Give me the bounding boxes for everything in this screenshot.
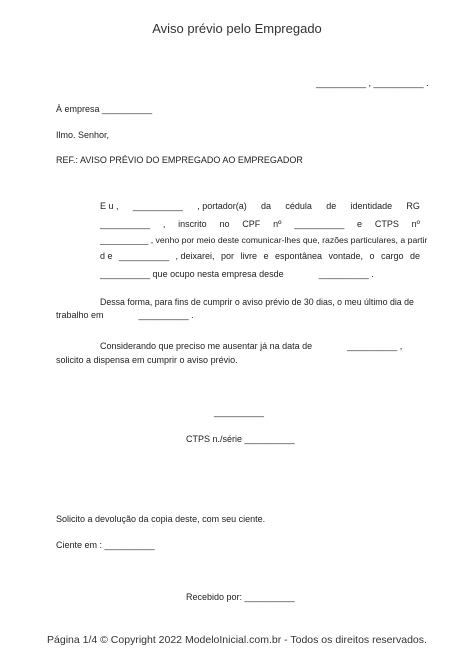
salutation: Ilmo. Senhor, <box>56 130 110 140</box>
acknowledged-on-line: Ciente em : __________ <box>56 540 155 550</box>
paragraph-3-line-1: Considerando que preciso me ausentar já na data de __________ , <box>100 341 403 351</box>
received-by-line: Recebido por: __________ <box>186 592 295 602</box>
reference-line: REF.: AVISO PRÉVIO DO EMPREGADO AO EMPREGADOR <box>56 155 303 165</box>
paragraph-3-line-2: solicito a dispensa em cumprir o aviso prévio. <box>56 355 238 365</box>
paragraph-1-line-3: __________ , venho por meio deste comunicar-lhes que, razões particulares, a partir <box>100 235 428 245</box>
company-line: À empresa __________ <box>56 104 153 114</box>
document-title: Aviso prévio pelo Empregado <box>152 21 322 36</box>
paragraph-2-line-1: Dessa forma, para fins de cumprir o aviso prévio de 30 dias, o meu último dia de <box>100 297 414 307</box>
paragraph-1-line-4: d e __________ , deixarei, por livre e espontânea vontade, o cargo de <box>100 251 420 261</box>
page-footer: Página 1/4 © Copyright 2022 ModeloInicial.com.br - Todos os direitos reservados. <box>47 634 427 646</box>
return-request: Solicito a devolução da copia deste, com seu ciente. <box>56 514 266 524</box>
paragraph-1-line-1: E u , __________ , portador(a) da cédula de identidade RG <box>100 201 420 211</box>
signature-line: __________ <box>214 407 265 417</box>
paragraph-1-line-2: __________ , inscrito no CPF nº __________ e CTPS nº <box>100 219 420 229</box>
paragraph-2-line-2: trabalho em __________ . <box>56 310 194 320</box>
date-line: __________ , __________ . <box>316 78 429 88</box>
ctps-line: CTPS n./série __________ <box>186 434 295 444</box>
paragraph-1-line-5: __________ que ocupo nesta empresa desde __________ . <box>100 269 374 279</box>
